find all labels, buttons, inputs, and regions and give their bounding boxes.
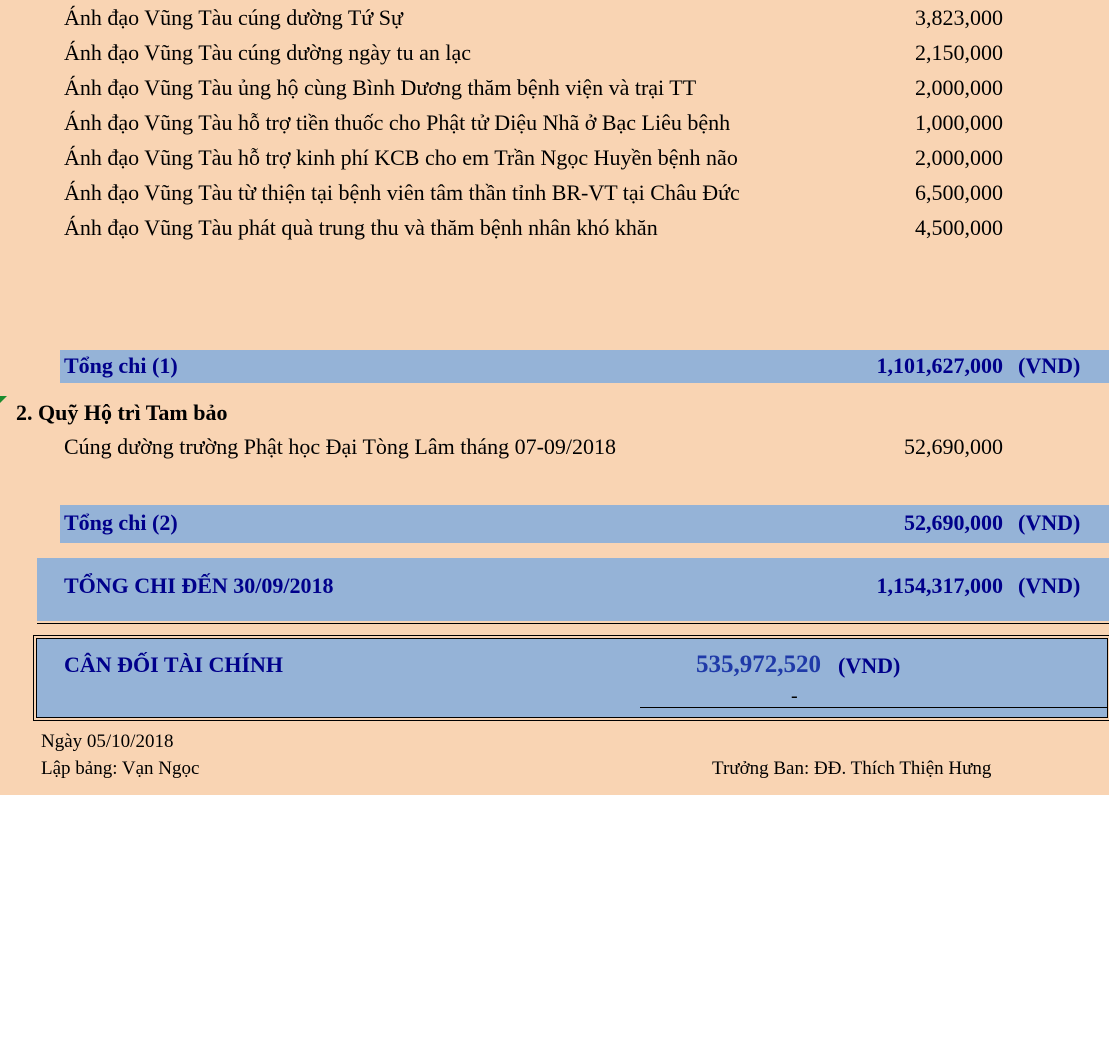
grand-total-band	[37, 558, 1109, 621]
balance-currency: (VND)	[838, 653, 901, 678]
expense-description: Ánh đạo Vũng Tàu cúng dường Tứ Sự	[64, 5, 403, 30]
head-signature-name: Trưởng Ban: ĐĐ. Thích Thiện Hưng	[712, 758, 992, 779]
expense-description: Ánh đạo Vũng Tàu hỗ trợ kinh phí KCB cho em Trần Ngọc Huyền bệnh não	[64, 145, 738, 170]
expense-row	[0, 210, 1109, 245]
expense-description: Cúng dường trường Phật học Đại Tòng Lâm tháng 07-09/2018	[64, 434, 617, 459]
grand-total-amount: 1,154,317,000	[876, 573, 1003, 598]
balance-label: CÂN ĐỐI TÀI CHÍNH	[64, 652, 284, 677]
total-1-label: Tổng chi (1)	[64, 353, 178, 378]
balance-amount: 535,972,520	[696, 651, 821, 678]
expense-amount: 52,690,000	[904, 434, 1003, 459]
total-2-band	[60, 505, 1109, 543]
prepared-by: Lập bảng: Vạn Ngọc	[41, 758, 200, 779]
section-2-title: 2. Quỹ Hộ trì Tam bảo	[16, 400, 228, 425]
expense-row	[0, 429, 1109, 464]
expense-description: Ánh đạo Vũng Tàu từ thiện tại bệnh viên tâm thần tỉnh BR-VT tại Châu Đức	[64, 180, 740, 205]
expense-row	[0, 0, 1109, 35]
expense-amount: 3,823,000	[915, 5, 1003, 30]
expense-amount: 2,150,000	[915, 40, 1003, 65]
total-2-label: Tổng chi (2)	[64, 510, 178, 535]
expense-amount: 1,000,000	[915, 110, 1003, 135]
grand-total-currency: (VND)	[1018, 573, 1081, 598]
expense-amount: 6,500,000	[915, 180, 1003, 205]
total-2-amount: 52,690,000	[904, 510, 1003, 535]
balance-box	[36, 638, 1108, 718]
total-1-amount: 1,101,627,000	[876, 353, 1003, 378]
expense-amount: 2,000,000	[915, 145, 1003, 170]
expense-row	[0, 175, 1109, 210]
expense-amount: 4,500,000	[915, 215, 1003, 240]
total-2-currency: (VND)	[1018, 510, 1081, 535]
grand-total-label: TỔNG CHI ĐẾN 30/09/2018	[64, 573, 334, 598]
expense-description: Ánh đạo Vũng Tàu phát quà trung thu và thăm bệnh nhân khó khăn	[64, 215, 658, 240]
divider-line	[37, 623, 1109, 624]
total-1-currency: (VND)	[1018, 353, 1081, 378]
report-date: Ngày 05/10/2018	[41, 731, 174, 752]
expense-description: Ánh đạo Vũng Tàu ủng hộ cùng Bình Dương thăm bệnh viện và trại TT	[64, 75, 697, 100]
expense-description: Ánh đạo Vũng Tàu hỗ trợ tiền thuốc cho Phật tử Diệu Nhã ở Bạc Liêu bệnh	[64, 110, 731, 135]
cell-comment-marker	[0, 396, 7, 403]
balance-underline	[640, 707, 1107, 708]
expense-row	[0, 105, 1109, 140]
expense-row	[0, 140, 1109, 175]
expense-description: Ánh đạo Vũng Tàu cúng dường ngày tu an lạc	[64, 40, 472, 65]
total-1-band	[60, 350, 1109, 383]
expense-row	[0, 35, 1109, 70]
expense-row	[0, 70, 1109, 105]
balance-sub-dash: -	[791, 685, 798, 707]
expense-amount: 2,000,000	[915, 75, 1003, 100]
